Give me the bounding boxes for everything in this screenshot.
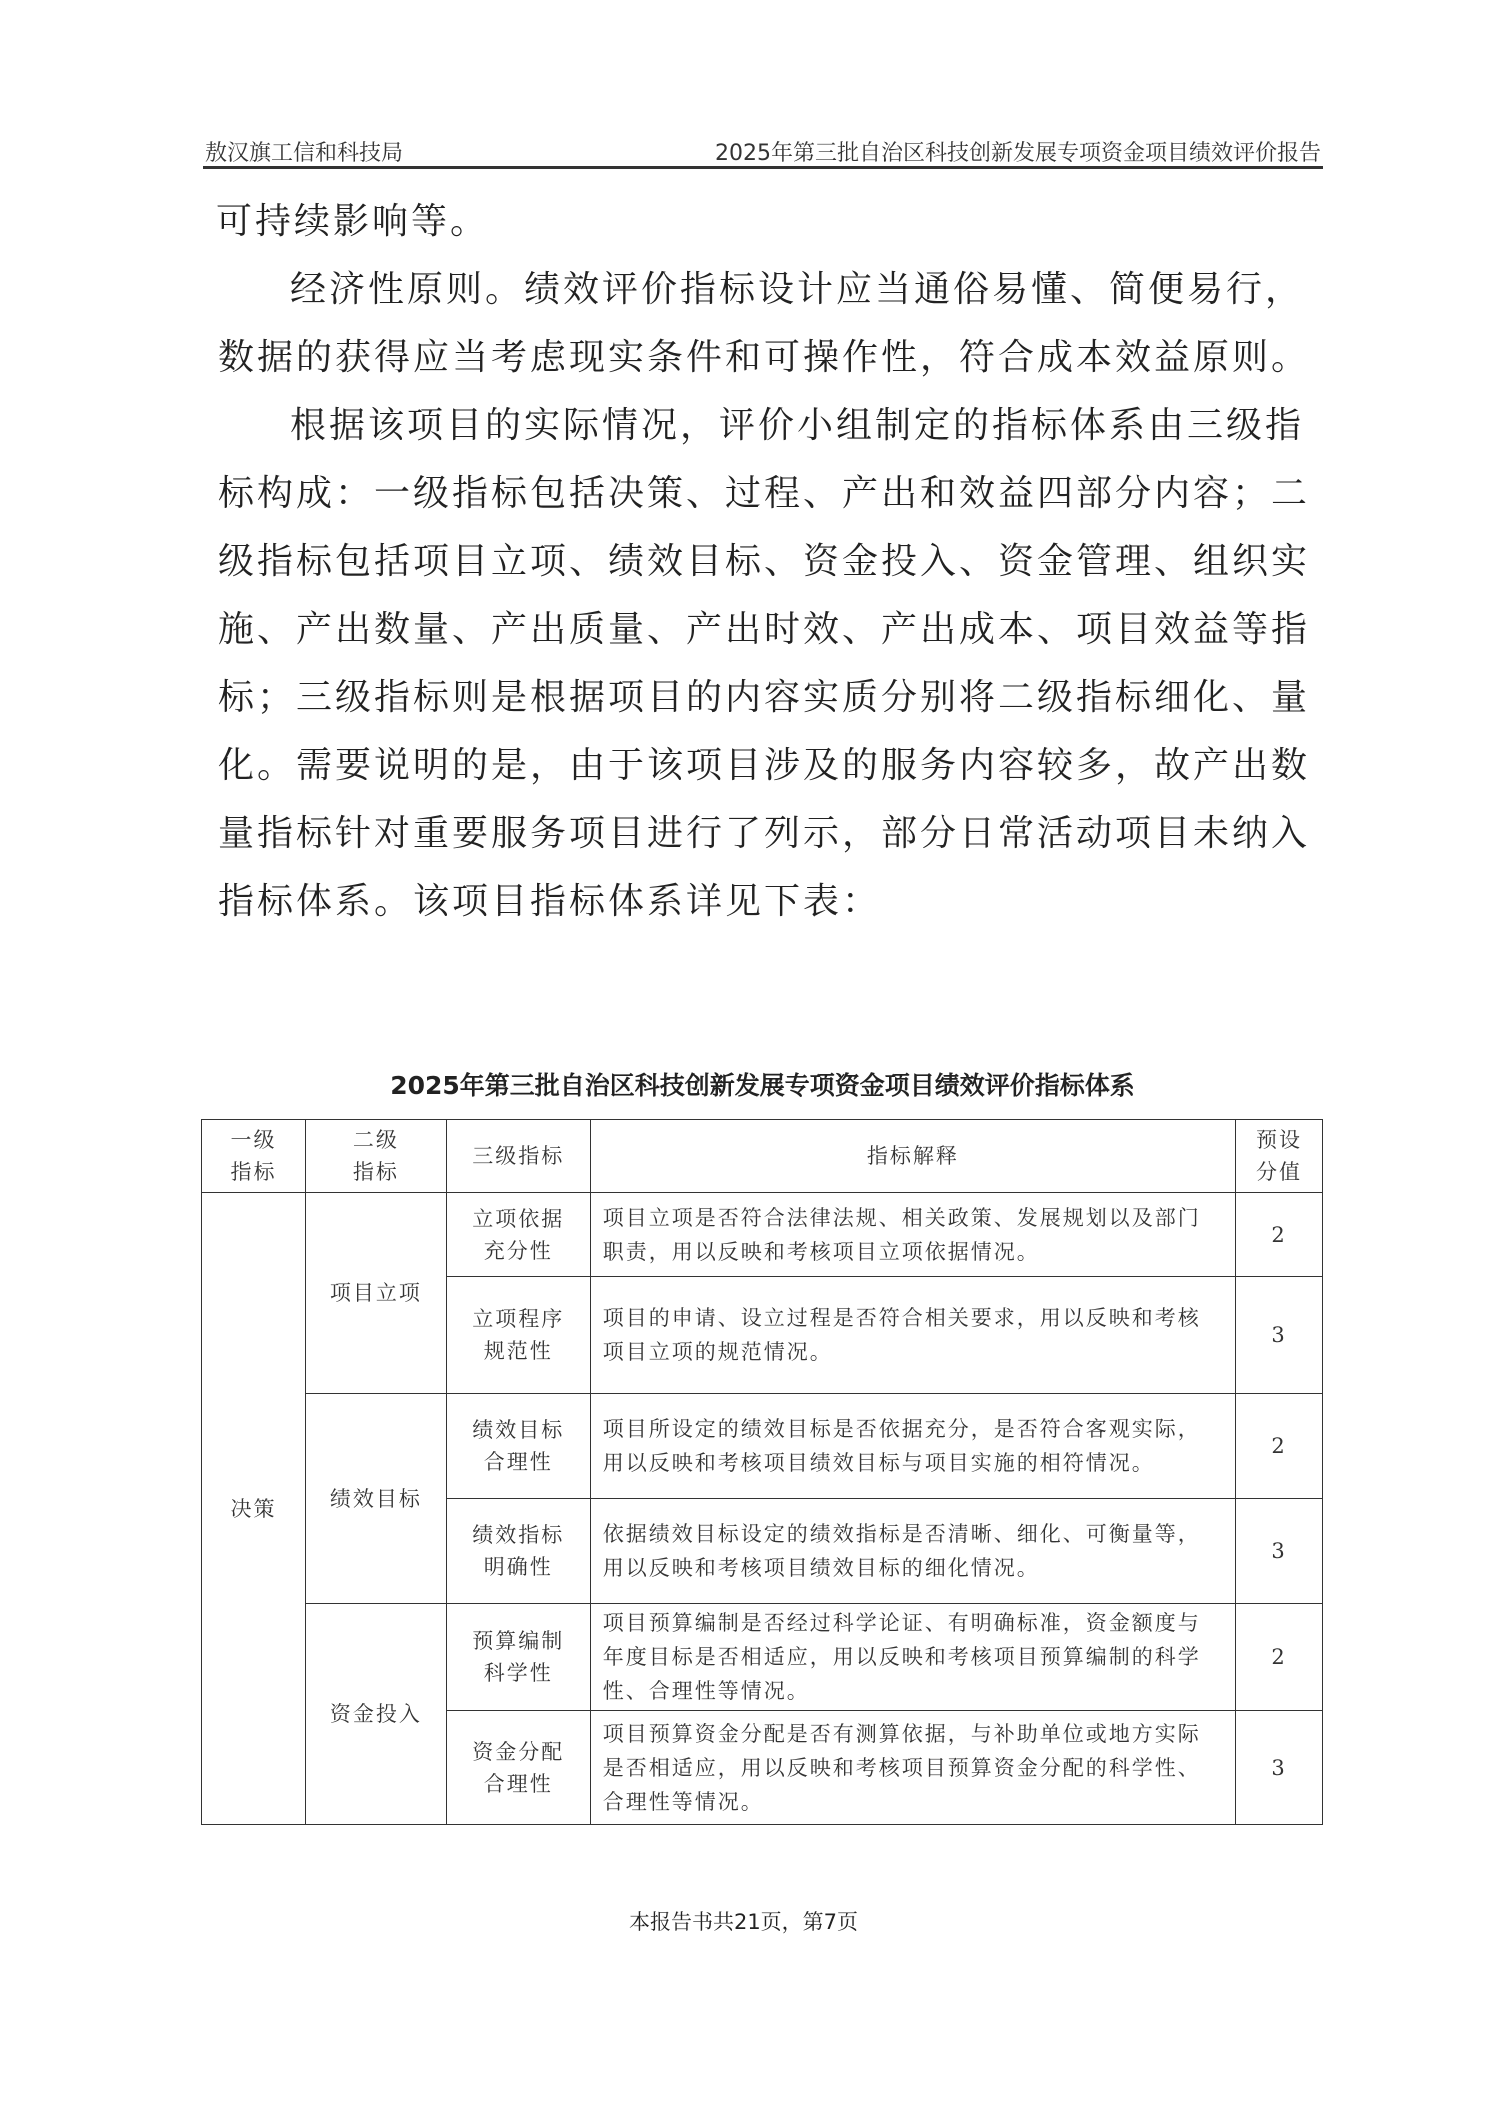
col-header: 三级指标 <box>446 1120 590 1193</box>
explanation-cell: 依据绩效目标设定的绩效指标是否清晰、细化、可衡量等，用以反映和考核项目绩效目标的细化情况。 <box>590 1499 1235 1604</box>
table-row <box>202 1193 1323 1277</box>
level3-cell: 资金分配合理性 <box>446 1711 590 1825</box>
level2-cell: 资金投入 <box>305 1604 446 1825</box>
score-cell: 2 <box>1236 1394 1323 1499</box>
header-report-title: 2025年第三批自治区科技创新发展专项资金项目绩效评价报告 <box>715 141 1321 166</box>
header-org: 敖汉旗工信和科技局 <box>205 141 404 166</box>
col-header: 预设分值 <box>1236 1120 1323 1193</box>
table-title: 2025年第三批自治区科技创新发展专项资金项目绩效评价指标体系 <box>390 1071 1135 1100</box>
level1-cell: 决策 <box>202 1193 306 1825</box>
page-footer: 本报告书共21页，第7页 <box>628 1910 859 1934</box>
body-text <box>218 188 1328 936</box>
col-header: 二级指标 <box>305 1120 446 1193</box>
paragraph: 可持续影响等。 <box>216 201 490 242</box>
level3-cell: 绩效指标明确性 <box>446 1499 590 1604</box>
score-cell: 3 <box>1236 1277 1323 1394</box>
explanation-cell: 项目立项是否符合法律法规、相关政策、发展规划以及部门职责，用以反映和考核项目立项依据情况。 <box>590 1193 1235 1277</box>
col-header: 指标解释 <box>590 1120 1235 1193</box>
explanation-cell: 项目预算资金分配是否有测算依据，与补助单位或地方实际是否相适应，用以反映和考核项目预算资金分配的科学性、合理性等情况。 <box>590 1711 1235 1825</box>
level2-cell: 项目立项 <box>305 1193 446 1394</box>
level3-cell: 预算编制科学性 <box>446 1604 590 1711</box>
paragraph: 经济性原则。绩效评价指标设计应当通俗易懂、简便易行，数据的获得应当考虑现实条件和可操作性，符合成本效益原则。 <box>218 269 1311 378</box>
indicator-table <box>201 1119 1323 1825</box>
level3-cell: 绩效目标合理性 <box>446 1394 590 1499</box>
score-cell: 3 <box>1236 1711 1323 1825</box>
page-header <box>203 132 1323 169</box>
level2-cell: 绩效目标 <box>305 1394 446 1604</box>
table-row <box>202 1604 1323 1711</box>
explanation-cell: 项目预算编制是否经过科学论证、有明确标准，资金额度与年度目标是否相适应，用以反映和考核项目预算编制的科学性、合理性等情况。 <box>590 1604 1235 1711</box>
table-header-row <box>202 1120 1323 1193</box>
table-row <box>202 1394 1323 1499</box>
explanation-cell: 项目的申请、设立过程是否符合相关要求，用以反映和考核项目立项的规范情况。 <box>590 1277 1235 1394</box>
explanation-cell: 项目所设定的绩效目标是否依据充分，是否符合客观实际，用以反映和考核项目绩效目标与项目实施的相符情况。 <box>590 1394 1235 1499</box>
score-cell: 2 <box>1236 1193 1323 1277</box>
level3-cell: 立项程序规范性 <box>446 1277 590 1394</box>
level3-cell: 立项依据充分性 <box>446 1193 590 1277</box>
col-header: 一级指标 <box>202 1120 306 1193</box>
score-cell: 3 <box>1236 1499 1323 1604</box>
paragraph: 根据该项目的实际情况，评价小组制定的指标体系由三级指标构成：一级指标包括决策、过程、产出和效益四部分内容；二级指标包括项目立项、绩效目标、资金投入、资金管理、组织实施、产出数量、产出质量、产出时效、产出成本、项目效益等指标；三级指标则是根据项目的内容实质分别将二级指标细化、量化。需要说明的是，由于该项目涉及的服务内容较多，故产出数量指标针对重要服务项目进行了列示，部分日常活动项目未纳入指标体系。该项目指标体系详见下表： <box>218 405 1311 922</box>
score-cell: 2 <box>1236 1604 1323 1711</box>
